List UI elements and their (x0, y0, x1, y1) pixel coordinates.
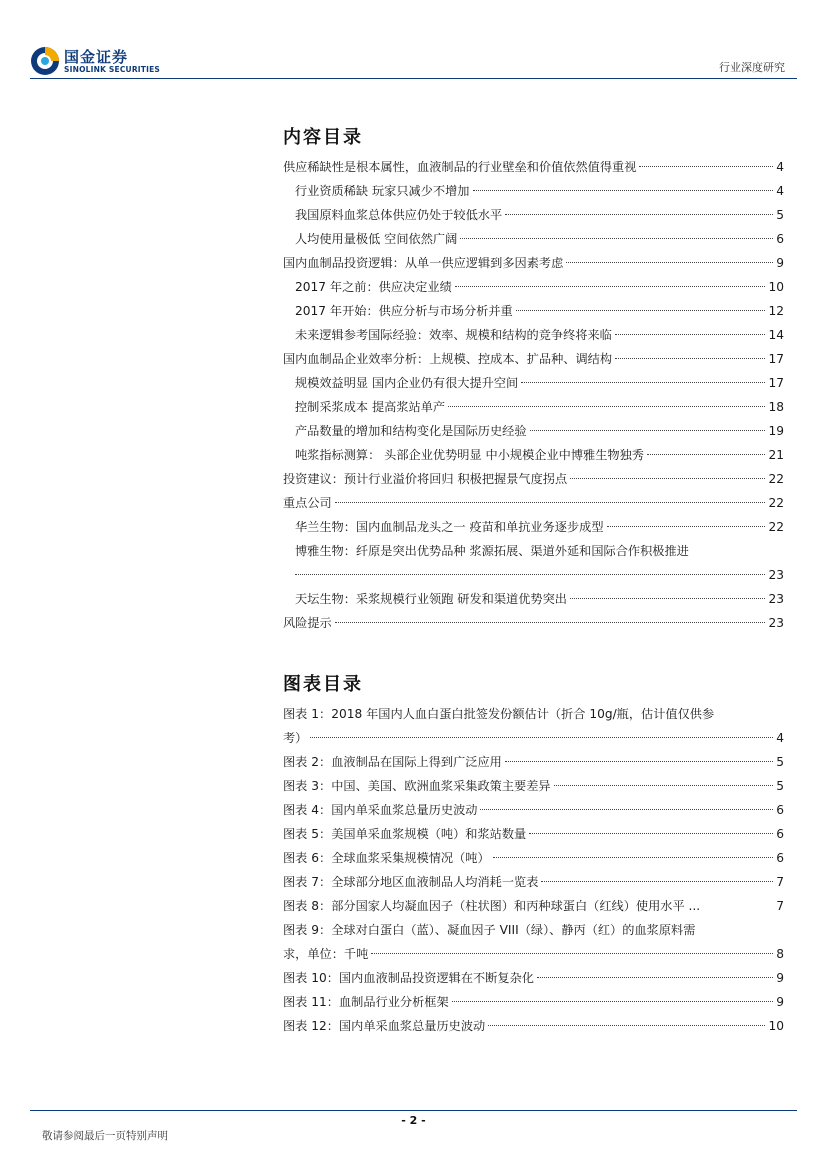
figure-entry-page: 6 (776, 803, 784, 817)
dot-leader (295, 574, 765, 575)
header-divider (30, 78, 797, 79)
dot-leader (529, 833, 773, 834)
toc-entry[interactable] (283, 611, 784, 635)
figure-entry-page: 7 (776, 899, 784, 913)
figure-entry[interactable] (283, 774, 784, 798)
dot-leader (639, 166, 773, 167)
toc-entry-page: 22 (768, 496, 784, 510)
toc-entry[interactable] (283, 347, 784, 371)
logo-chinese-name: 国金证券 (64, 48, 129, 66)
toc-entry-page: 10 (768, 280, 784, 294)
toc-entry[interactable] (283, 203, 784, 227)
dot-leader (505, 214, 773, 215)
figure-entry-text: 求，单位：千吨 (283, 947, 369, 961)
dot-leader (371, 953, 773, 954)
figure-entry-text: 图表 3：中国、美国、欧洲血浆采集政策主要差异 (283, 779, 551, 793)
dot-leader (448, 406, 765, 407)
toc-entry[interactable] (283, 299, 784, 323)
figure-entry-page: 6 (776, 827, 784, 841)
dot-leader (554, 785, 774, 786)
figure-entry-text: 图表 7：全球部分地区血液制品人均消耗一览表 (283, 875, 539, 889)
report-type-label: 行业深度研究 (719, 61, 785, 74)
toc-entry-page: 14 (768, 328, 784, 342)
toc-entry-page: 19 (768, 424, 784, 438)
figure-entry[interactable] (283, 798, 784, 822)
toc-entry-page: 6 (776, 232, 784, 246)
dot-leader (541, 881, 773, 882)
toc-entry-page: 18 (768, 400, 784, 414)
footer-divider (30, 1110, 797, 1111)
dot-leader (570, 478, 765, 479)
figure-entry[interactable] (283, 870, 784, 894)
toc-entry[interactable] (283, 323, 784, 347)
dot-leader (493, 857, 774, 858)
company-logo (30, 44, 170, 78)
figure-entry[interactable] (283, 990, 784, 1014)
figure-entry-text: 图表 9：全球对白蛋白（蓝）、凝血因子 VIII（绿）、静丙（红）的血浆原料需 (283, 923, 696, 937)
toc-entry-text: 天坛生物：采浆规模行业领跑 研发和渠道优势突出 (295, 592, 567, 606)
toc-entry[interactable] (283, 275, 784, 299)
toc-entry-text: 风险提示 (283, 616, 332, 630)
toc-entry[interactable] (283, 251, 784, 275)
figure-entry[interactable] (283, 1014, 784, 1038)
toc-entry-page: 17 (768, 376, 784, 390)
figure-entry-wrapped[interactable] (283, 702, 784, 726)
figure-entry-text: 图表 2：血液制品在国际上得到广泛应用 (283, 755, 502, 769)
figure-entry-page: 9 (776, 971, 784, 985)
dot-leader (473, 190, 774, 191)
contents-list (283, 155, 784, 635)
dot-leader (310, 737, 773, 738)
toc-entry-page: 4 (776, 160, 784, 174)
toc-entry[interactable] (283, 419, 784, 443)
figure-entry[interactable] (283, 894, 784, 918)
dot-leader (537, 977, 773, 978)
dot-leader (615, 334, 766, 335)
figure-entry-text: 图表 5：美国单采血浆规模（吨）和浆站数量 (283, 827, 527, 841)
figure-entry-text: 图表 6：全球血浆采集规模情况（吨） (283, 851, 490, 865)
toc-entry-text: 我国原料血浆总体供应仍处于较低水平 (295, 208, 503, 222)
toc-entry[interactable] (283, 155, 784, 179)
toc-entry-continuation[interactable] (283, 563, 784, 587)
toc-entry-text: 2017 年之前：供应决定业绩 (295, 280, 452, 294)
toc-entry-page: 5 (776, 208, 784, 222)
dot-leader (570, 598, 765, 599)
figure-entry-page: 5 (776, 779, 784, 793)
toc-entry-wrapped[interactable] (283, 539, 784, 563)
page-header (0, 0, 827, 82)
toc-entry-page: 23 (768, 616, 784, 630)
dot-leader (505, 761, 773, 762)
toc-entry-text: 2017 年开始：供应分析与市场分析并重 (295, 304, 513, 318)
toc-entry[interactable] (283, 491, 784, 515)
dot-leader (530, 430, 766, 431)
toc-entry-text: 国内血制品投资逻辑：从单一供应逻辑到多因素考虑 (283, 256, 564, 270)
toc-entry-text: 未来逻辑参考国际经验：效率、规模和结构的竞争终将来临 (295, 328, 612, 342)
toc-entry-page: 22 (768, 520, 784, 534)
dot-leader (460, 238, 773, 239)
dot-leader (335, 502, 766, 503)
toc-entry-text: 华兰生物：国内血制品龙头之一 疫苗和单抗业务逐步成型 (295, 520, 604, 534)
figure-entry-wrapped[interactable] (283, 918, 784, 942)
toc-entry-text: 人均使用量极低 空间依然广阔 (295, 232, 458, 246)
dot-leader (607, 526, 766, 527)
figure-entry-page: 10 (768, 1019, 784, 1033)
figure-entry-page: 5 (776, 755, 784, 769)
dot-leader (615, 358, 765, 359)
figure-entry[interactable] (283, 822, 784, 846)
dot-leader (647, 454, 765, 455)
toc-entry-page: 22 (768, 472, 784, 486)
toc-entry-text: 投资建议：预计行业溢价将回归 积极把握景气度拐点 (283, 472, 568, 486)
contents-title: 内容目录 (283, 127, 363, 148)
page-number: - 2 - (401, 1114, 426, 1127)
toc-entry[interactable] (283, 395, 784, 419)
toc-entry-text: 控制采浆成本 提高浆站单产 (295, 400, 446, 414)
figure-entry-page: 8 (776, 947, 784, 961)
toc-entry-page: 17 (768, 352, 784, 366)
disclaimer-note: 敬请参阅最后一页特别声明 (42, 1130, 168, 1142)
toc-entry-page: 23 (768, 592, 784, 606)
dot-leader (452, 1001, 774, 1002)
figure-entry-page: 4 (776, 731, 784, 745)
toc-entry[interactable] (283, 443, 784, 467)
dot-leader (488, 1025, 765, 1026)
figure-entry-page: 9 (776, 995, 784, 1009)
toc-entry[interactable] (283, 227, 784, 251)
dot-leader (480, 809, 773, 810)
toc-entry-text: 重点公司 (283, 496, 332, 510)
figure-entry[interactable] (283, 750, 784, 774)
figures-list (283, 702, 784, 1038)
figure-entry[interactable] (283, 846, 784, 870)
figure-entry-continuation[interactable] (283, 942, 784, 966)
figure-entry-text: 图表 11：血制品行业分析框架 (283, 995, 449, 1009)
toc-entry[interactable] (283, 587, 784, 611)
dot-leader (335, 622, 766, 623)
figure-entry-continuation[interactable] (283, 726, 784, 750)
toc-entry[interactable] (283, 179, 784, 203)
dot-leader (566, 262, 773, 263)
toc-entry-text: 博雅生物：纤原是突出优势品种 浆源拓展、渠道外延和国际合作积极推进 (295, 544, 689, 558)
toc-entry[interactable] (283, 515, 784, 539)
figure-entry-text: 图表 1：2018 年国内人血白蛋白批签发份额估计（折合 10g/瓶，估计值仅供参 (283, 707, 715, 721)
dot-leader (516, 310, 766, 311)
sinolink-logo-icon (30, 46, 60, 76)
figure-entry-text: 图表 10：国内血液制品投资逻辑在不断复杂化 (283, 971, 534, 985)
toc-entry-text: 吨浆指标测算： 头部企业优势明显 中小规模企业中博雅生物独秀 (295, 448, 644, 462)
figures-title: 图表目录 (283, 674, 363, 695)
dot-leader (521, 382, 765, 383)
toc-entry-text: 国内血制品企业效率分析：上规模、控成本、扩品种、调结构 (283, 352, 613, 366)
dot-leader (455, 286, 766, 287)
toc-entry-text: 行业资质稀缺 玩家只减少不增加 (295, 184, 470, 198)
figure-entry[interactable] (283, 966, 784, 990)
logo-english-name: SINOLINK SECURITIES (64, 65, 161, 74)
toc-entry[interactable] (283, 371, 784, 395)
figure-entry-text: 图表 12：国内单采血浆总量历史波动 (283, 1019, 486, 1033)
toc-entry[interactable] (283, 467, 784, 491)
figure-entry-page: 7 (776, 875, 784, 889)
toc-entry-text: 供应稀缺性是根本属性，血液制品的行业壁垒和价值依然值得重视 (283, 160, 637, 174)
toc-entry-text: 规模效益明显 国内企业仍有很大提升空间 (295, 376, 519, 390)
figure-entry-text: 图表 4：国内单采血浆总量历史波动 (283, 803, 478, 817)
toc-entry-page: 12 (768, 304, 784, 318)
toc-entry-page: 9 (776, 256, 784, 270)
figure-entry-text: 图表 8：部分国家人均凝血因子（柱状图）和丙种球蛋白（红线）使用水平 ... (283, 899, 701, 913)
toc-entry-page: 21 (768, 448, 784, 462)
toc-entry-text: 产品数量的增加和结构变化是国际历史经验 (295, 424, 527, 438)
figure-entry-text: 考） (283, 731, 308, 745)
toc-entry-page: 23 (768, 568, 784, 582)
figure-entry-page: 6 (776, 851, 784, 865)
toc-entry-page: 4 (776, 184, 784, 198)
